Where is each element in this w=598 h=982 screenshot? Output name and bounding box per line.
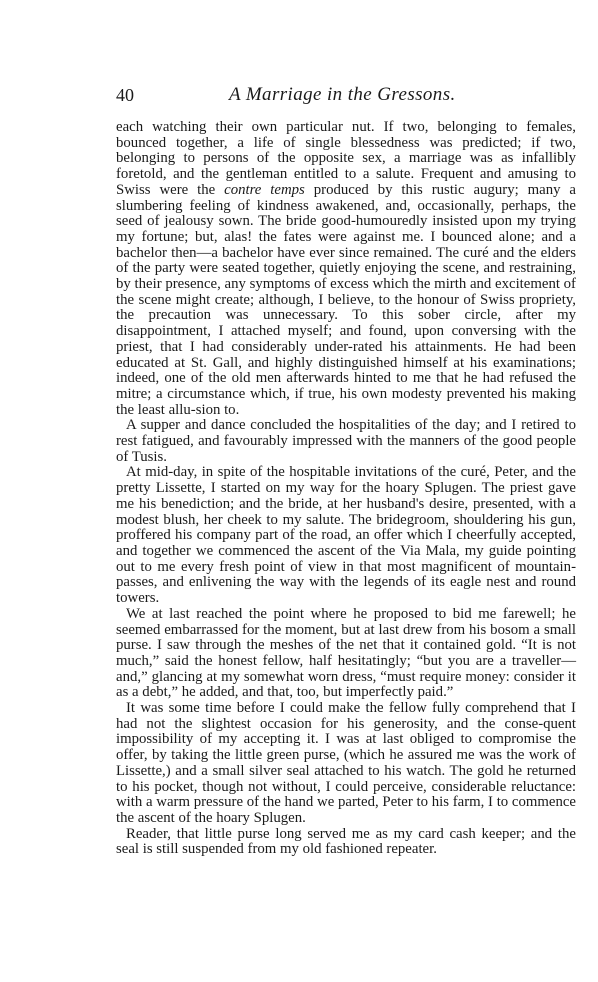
page-number: 40 xyxy=(116,85,134,105)
running-title: A Marriage in the Gressons. xyxy=(229,84,456,105)
page-header xyxy=(116,84,496,108)
paragraph-reader: Reader, that little purse long served me as my card cash keeper; and the seal is still suspended from my old fashioned repeater. xyxy=(116,825,576,858)
paragraph-purse: It was some time before I could make the fellow fully comprehend that I had not the slightest occasion for his generosity, and the conse-quent impossibility of my accepting it. I was at last obliged to compromise the offer, by taking the little green purse, (which he assured me was the work of Lissette,) and a small silver seal attached to his watch. The gold he returned to his pocket, though not without, I could perceive, considerable reluctance: with a warm pressure of the hand we parted, Peter to his farm, I to commence the ascent of the hoary Splugen. xyxy=(116,700,576,826)
paragraph-continued: each watching their own particular nut. If two, belonging to females, bounced together, a life of single blessedness was predicted; if two, belonging to persons of the opposite sex, a marriage was as infallibly foretold, and the gentleman entitled to a salute. Frequent and amusing to Swiss were the contre temps produced by this rustic augury; many a slumbering feeling of kindness awakened, and, occasionally, perhaps, the seed of jealousy sown. The bride good-humouredly insisted upon my trying my fortune; but, alas! the fates were against me. I bounced alone; and a bachelor then—a bachelor have ever since remained. The curé and the elders of the party were seated together, quietly enjoying the scene, and restraining, by their presence, any symptoms of excess which the mirth and excitement of the scene might create; although, I believe, to the honour of Swiss propriety, the precaution was unnecessary. To this sober circle, after my disappointment, I attached myself; and found, upon conversing with the priest, that I had considerably under-rated his attainments. He had been educated at St. Gall, and highly distinguished himself at his examinations; indeed, one of the old men afterwards hinted to me that he had refused the mitre; a circumstance which, if true, his own modesty prevented his making the least allu-sion to. xyxy=(116,119,576,418)
paragraph-farewell: We at last reached the point where he proposed to bid me farewell; he seemed embarrassed for the moment, but at last drew from his bosom a small purse. I saw through the meshes of the net that it contained gold. “It is not much,” said the honest fellow, half hesitatingly; “but you are a traveller—and,” glancing at my somewhat worn dress, “must require money: consider it as a debt,” he added, and that, too, but imperfectly paid.” xyxy=(116,605,576,701)
italic-phrase: contre temps xyxy=(224,181,305,198)
paragraph-supper: A supper and dance concluded the hospitalities of the day; and I retired to rest fatigued, and favourably impressed with the manners of the good people of Tusis. xyxy=(116,417,576,465)
body-text xyxy=(116,120,576,858)
paragraph-departure: At mid-day, in spite of the hospitable invitations of the curé, Peter, and the pretty Lissette, I started on my way for the hoary Splugen. The priest gave me his benediction; and the bride, at her husband's desire, presented, with a modest blush, her cheek to my salute. The bridegroom, shouldering his gun, proffered his company part of the road, an offer which I cheerfully accepted, and together we commenced the ascent of the Via Mala, my guide pointing out to me every fresh point of view in that most magnificent of mountain-passes, and enlivening the way with the legends of its eagle nest and round towers. xyxy=(116,464,576,607)
